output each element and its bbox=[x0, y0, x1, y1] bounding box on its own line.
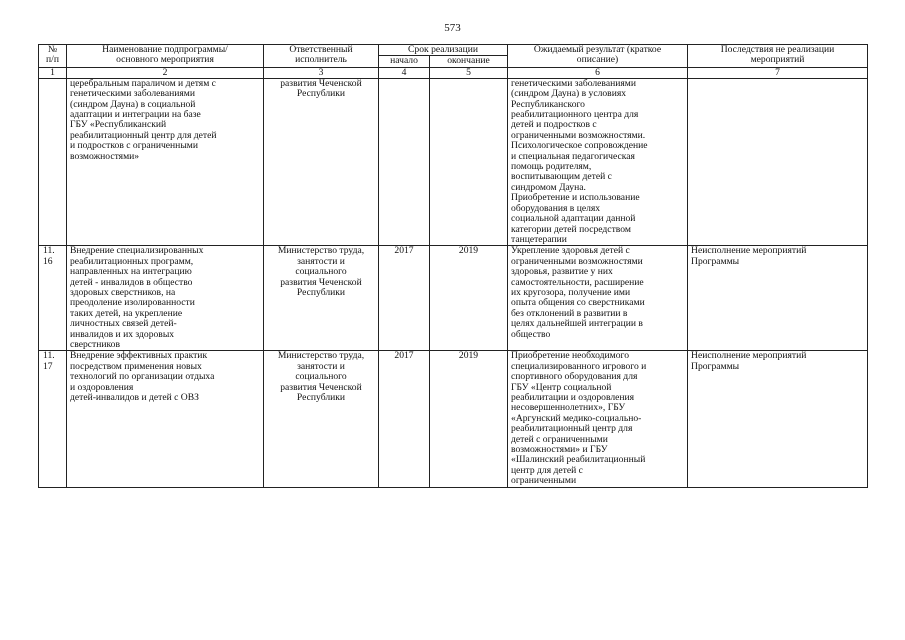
column-number: 3 bbox=[264, 67, 379, 78]
column-number: 7 bbox=[688, 67, 868, 78]
column-number: 5 bbox=[430, 67, 508, 78]
row-result: Укрепление здоровья детей с ограниченными возможностями здоровья, развитие у них самостоятельности, расширение их кругозора, получение ими опыта общения со сверстниками без отклонений в развитии в целях дальнейшей интеграции в общество bbox=[508, 246, 688, 351]
table-row bbox=[39, 78, 868, 246]
row-executor: Министерство труда, занятости и социального развития Чеченской Республики bbox=[264, 351, 379, 487]
row-result: генетическими заболеваниями (синдром Дауна) в условиях Республиканского реабилитационного центра для детей и подростков с ограниченными возможностями. Психологическое сопровождение и специальная педагогическая помощь родителям, воспитывающим детей с синдромом Дауна. Приобретение и использование оборудования в целях социальной адаптации данной категории детей посредством танцетерапии bbox=[508, 78, 688, 246]
column-number: 2 bbox=[67, 67, 264, 78]
row-consequence: Неисполнение мероприятий Программы bbox=[688, 351, 868, 487]
row-result: Приобретение необходимого специализированного игрового и спортивного оборудования для ГБУ «Центр социальной реабилитации и оздоровления несовершеннолетних», ГБУ «Аргунский медико-социально- реабилитационный центр для детей с ограниченными возможностями» и ГБУ «Шалинский реабилитационный центр для детей с ограниченными bbox=[508, 351, 688, 487]
column-number: 1 bbox=[39, 67, 67, 78]
row-consequence: Неисполнение мероприятий Программы bbox=[688, 246, 868, 351]
table-row bbox=[39, 351, 868, 487]
header-row-1 bbox=[39, 45, 868, 56]
row-start bbox=[379, 78, 430, 246]
header-number: № п/п bbox=[39, 45, 67, 68]
header-name: Наименование подпрограммы/ основного мероприятия bbox=[67, 45, 264, 68]
row-start: 2017 bbox=[379, 246, 430, 351]
row-end bbox=[430, 78, 508, 246]
page-number: 573 bbox=[444, 22, 461, 34]
row-end: 2019 bbox=[430, 246, 508, 351]
column-numbers-row bbox=[39, 67, 868, 78]
program-table bbox=[38, 44, 868, 488]
row-number bbox=[39, 78, 67, 246]
header-period: Срок реализации bbox=[379, 45, 508, 56]
header-consequence: Последствия не реализации мероприятий bbox=[688, 45, 868, 68]
row-number: 11. 17 bbox=[39, 351, 67, 487]
row-consequence bbox=[688, 78, 868, 246]
row-executor: Министерство труда, занятости и социального развития Чеченской Республики bbox=[264, 246, 379, 351]
row-name: церебральным параличом и детям с генетическими заболеваниями (синдром Дауна) в социальной адаптации и интеграции на базе ГБУ «Республиканский реабилитационный центр для детей и подростков с ограниченными возможностями» bbox=[67, 78, 264, 246]
row-name: Внедрение специализированных реабилитационных программ, направленных на интеграцию детей - инвалидов в общество здоровых сверстников, на преодоление изолированности таких детей, на укрепление личностных связей детей- инвалидов и их здоровых сверстников bbox=[67, 246, 264, 351]
row-number: 11. 16 bbox=[39, 246, 67, 351]
row-start: 2017 bbox=[379, 351, 430, 487]
header-start: начало bbox=[379, 56, 430, 67]
header-end: окончание bbox=[430, 56, 508, 67]
row-end: 2019 bbox=[430, 351, 508, 487]
column-number: 6 bbox=[508, 67, 688, 78]
header-result: Ожидаемый результат (краткое описание) bbox=[508, 45, 688, 68]
column-number: 4 bbox=[379, 67, 430, 78]
table-row bbox=[39, 246, 868, 351]
row-executor: развития Чеченской Республики bbox=[264, 78, 379, 246]
header-executor: Ответственный исполнитель bbox=[264, 45, 379, 68]
row-name: Внедрение эффективных практик посредством применения новых технологий по организации отдыха и оздоровления детей-инвалидов и детей с ОВЗ bbox=[67, 351, 264, 487]
